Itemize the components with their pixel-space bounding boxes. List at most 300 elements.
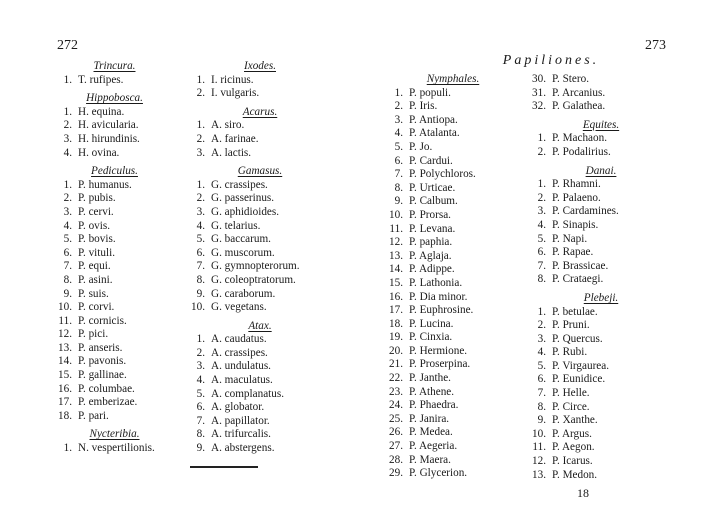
entry-number: 2.	[537, 319, 546, 332]
species-entry	[526, 87, 676, 101]
species-entry	[526, 132, 676, 146]
species-entry	[383, 127, 523, 141]
species-name: G. aphidioides.	[211, 205, 280, 218]
species-name: P. humanus.	[78, 178, 132, 191]
species-name: P. Pruni.	[552, 319, 590, 332]
species-entry	[52, 396, 177, 410]
species-entry	[185, 192, 335, 206]
entry-number: 16.	[389, 290, 403, 303]
species-name: P. cervi.	[78, 205, 114, 218]
species-name: P. Levana.	[409, 222, 456, 235]
entry-number: 9.	[196, 287, 205, 300]
species-name: P. Virgaurea.	[552, 359, 610, 372]
species-name: A. complanatus.	[211, 387, 285, 400]
entry-number: 4.	[63, 146, 72, 159]
entry-number: 4.	[537, 346, 546, 359]
entry-number: 2.	[196, 346, 205, 359]
species-entry	[526, 306, 676, 320]
entry-number: 9.	[63, 287, 72, 300]
species-entry	[383, 467, 523, 481]
entry-number: 24.	[389, 399, 403, 412]
entry-number: 6.	[394, 154, 403, 167]
species-entry	[526, 178, 676, 192]
entry-number: 23.	[389, 385, 403, 398]
entry-number: 1.	[196, 73, 205, 86]
species-name: A. siro.	[211, 119, 245, 132]
species-name: G. baccarum.	[211, 233, 271, 246]
genus-heading: Nymphales.	[426, 73, 480, 85]
entry-number: 8.	[196, 428, 205, 441]
entry-number: 13.	[532, 468, 546, 481]
species-entry	[52, 274, 177, 288]
entry-number: 1.	[537, 132, 546, 145]
species-entry	[383, 345, 523, 359]
entry-number: 3.	[537, 332, 546, 345]
entry-number: 8.	[196, 273, 205, 286]
species-entry	[526, 260, 676, 274]
entry-number: 9.	[537, 414, 546, 427]
species-entry	[383, 168, 523, 182]
entry-number: 2.	[537, 191, 546, 204]
species-entry	[383, 141, 523, 155]
species-name: P. Machaon.	[552, 132, 607, 145]
species-name: A. abstergens.	[211, 442, 275, 455]
entry-number: 18.	[389, 317, 403, 330]
genus-heading: Gamasus.	[237, 165, 283, 178]
species-name: A. lactis.	[211, 146, 252, 159]
entry-number: 5.	[196, 233, 205, 246]
species-name: P. Stero.	[552, 73, 589, 85]
species-entry	[383, 100, 523, 114]
page-number-right: 273	[645, 38, 666, 53]
species-entry	[526, 387, 676, 401]
entry-number: 6.	[537, 373, 546, 386]
entry-number: 12.	[389, 236, 403, 249]
species-name: P. Galathea.	[552, 100, 606, 113]
species-entry	[52, 220, 177, 234]
species-name: P. pici.	[78, 328, 109, 341]
species-entry	[52, 179, 177, 193]
species-name: P. Palaeno.	[552, 191, 601, 204]
species-name: G. vegetans.	[211, 301, 267, 314]
species-entry	[526, 205, 676, 219]
species-name: P. pavonis.	[78, 355, 127, 368]
genus-heading: Trincura.	[93, 60, 136, 72]
entry-number: 26.	[389, 426, 403, 439]
species-name: P. Argus.	[552, 427, 592, 440]
species-name: P. Atalanta.	[409, 127, 460, 140]
species-name: P. populi.	[409, 86, 451, 99]
species-name: P. Lathonia.	[409, 276, 463, 289]
species-name: P. Medon.	[552, 468, 598, 481]
species-entry	[185, 415, 335, 429]
species-name: P. cornicis.	[78, 314, 127, 327]
entry-number: 29.	[389, 467, 403, 480]
species-entry	[383, 263, 523, 277]
species-name: P. Sinapis.	[552, 218, 599, 231]
species-entry	[52, 410, 177, 424]
species-entry	[526, 455, 676, 469]
species-entry	[52, 247, 177, 261]
species-name: P. Aglaja.	[409, 249, 452, 262]
species-entry	[526, 73, 676, 87]
entry-number: 3.	[196, 205, 205, 218]
entry-number: 20.	[389, 344, 403, 357]
species-entry	[185, 288, 335, 302]
species-name: A. maculatus.	[211, 374, 273, 387]
species-entry	[526, 333, 676, 347]
species-entry	[52, 74, 177, 88]
species-entry	[526, 100, 676, 114]
species-entry	[185, 119, 335, 133]
entry-number: 2.	[63, 119, 72, 132]
species-entry	[185, 274, 335, 288]
species-name: P. Hermione.	[409, 344, 468, 357]
entry-number: 2.	[537, 145, 546, 158]
species-name: H. equina.	[78, 105, 125, 118]
species-name: P. Napi.	[552, 232, 588, 245]
species-name: P. pari.	[78, 409, 109, 422]
species-entry	[526, 469, 676, 483]
entry-number: 3.	[63, 132, 72, 145]
species-name: P. Helle.	[552, 387, 590, 400]
species-entry	[52, 355, 177, 369]
entry-number: 7.	[394, 168, 403, 181]
species-entry	[383, 87, 523, 101]
species-entry	[383, 399, 523, 413]
right-column-2	[526, 73, 676, 482]
page-number-left: 272	[57, 38, 78, 53]
entry-number: 2.	[196, 132, 205, 145]
species-name: P. Iris.	[409, 100, 438, 113]
species-name: P. equi.	[78, 260, 111, 273]
species-entry	[185, 220, 335, 234]
entry-number: 5.	[537, 359, 546, 372]
entry-number: 15.	[58, 369, 72, 382]
species-entry	[52, 301, 177, 315]
species-name: P. Proserpina.	[409, 358, 471, 371]
species-entry	[52, 106, 177, 120]
genus-heading: Danai.	[585, 164, 617, 177]
species-name: G. caraborum.	[211, 287, 276, 300]
entry-number: 3.	[63, 205, 72, 218]
species-entry	[52, 133, 177, 147]
entry-number: 6.	[63, 246, 72, 259]
species-entry	[383, 195, 523, 209]
entry-number: 3.	[196, 146, 205, 159]
right-page	[361, 0, 722, 512]
species-name: P. Phaedra.	[409, 399, 459, 412]
species-name: A. farinae.	[211, 132, 259, 145]
species-entry	[52, 342, 177, 356]
species-name: P. pubis.	[78, 192, 116, 205]
species-name: A. trifurcalis.	[211, 428, 271, 441]
entry-number: 7.	[196, 414, 205, 427]
entry-number: 1.	[394, 86, 403, 99]
entry-number: 4.	[63, 219, 72, 232]
species-name: H. avicularia.	[78, 119, 139, 132]
entry-number: 32.	[532, 100, 546, 113]
entry-number: 1.	[537, 178, 546, 191]
species-name: P. suis.	[78, 287, 109, 300]
species-entry	[526, 346, 676, 360]
species-entry	[526, 441, 676, 455]
entry-number: 12.	[58, 328, 72, 341]
species-entry	[526, 373, 676, 387]
species-name: P. anseris.	[78, 341, 123, 354]
entry-number: 31.	[532, 86, 546, 99]
species-entry	[185, 233, 335, 247]
species-entry	[52, 442, 177, 456]
species-entry	[52, 206, 177, 220]
entry-number: 5.	[394, 140, 403, 153]
species-name: A. undulatus.	[211, 360, 271, 373]
species-entry	[526, 428, 676, 442]
species-name: P. Aegon.	[552, 441, 595, 454]
entry-number: 18.	[58, 409, 72, 422]
species-name: P. Glycerion.	[409, 467, 468, 480]
species-name: P. bovis.	[78, 233, 116, 246]
genus-heading: Plebeji.	[583, 291, 619, 304]
entry-number: 10.	[58, 301, 72, 314]
species-name: P. Xanthe.	[552, 414, 598, 427]
genus-heading: Pediculus.	[91, 165, 138, 178]
entry-number: 4.	[394, 127, 403, 140]
species-entry	[185, 347, 335, 361]
species-entry	[526, 219, 676, 233]
species-entry	[383, 318, 523, 332]
species-entry	[383, 358, 523, 372]
entry-number: 2.	[394, 100, 403, 113]
entry-number: 16.	[58, 382, 72, 395]
species-entry	[383, 454, 523, 468]
entry-number: 12.	[532, 455, 546, 468]
species-name: P. betulae.	[552, 305, 598, 318]
species-entry	[185, 333, 335, 347]
species-name: P. Podalirius.	[552, 145, 611, 158]
species-name: P. Maera.	[409, 453, 451, 466]
species-entry	[185, 428, 335, 442]
entry-number: 11.	[58, 314, 72, 327]
species-name: P. Athene.	[409, 385, 455, 398]
entry-number: 17.	[58, 396, 72, 409]
species-name: A. papillator.	[211, 414, 270, 427]
species-name: P. asini.	[78, 273, 113, 286]
species-entry	[185, 442, 335, 456]
genus-heading: Ixodes.	[244, 60, 276, 72]
species-entry	[526, 414, 676, 428]
species-entry	[185, 388, 335, 402]
entry-number: 9.	[394, 195, 403, 208]
species-entry	[185, 179, 335, 193]
left-column-1	[52, 60, 177, 456]
species-name: A. caudatus.	[211, 333, 267, 346]
species-entry	[383, 223, 523, 237]
species-name: A. globator.	[211, 401, 265, 414]
species-entry	[52, 192, 177, 206]
entry-number: 1.	[63, 105, 72, 118]
species-name: A. crassipes.	[211, 346, 268, 359]
species-entry	[185, 374, 335, 388]
entry-number: 2.	[63, 192, 72, 205]
species-entry	[383, 209, 523, 223]
species-entry	[526, 246, 676, 260]
species-entry	[526, 360, 676, 374]
left-column-2	[185, 60, 335, 456]
entry-number: 8.	[537, 273, 546, 286]
species-name: P. Circe.	[552, 400, 590, 413]
species-entry	[52, 328, 177, 342]
species-entry	[383, 182, 523, 196]
species-name: H. ovina.	[78, 146, 120, 159]
entry-number: 1.	[537, 305, 546, 318]
species-entry	[383, 155, 523, 169]
species-name: P. Lucina.	[409, 317, 454, 330]
species-name: I. ricinus.	[211, 73, 254, 86]
species-entry	[383, 386, 523, 400]
species-entry	[52, 260, 177, 274]
species-name: P. corvi.	[78, 301, 115, 314]
species-name: G. coleoptratorum.	[211, 273, 296, 286]
species-entry	[52, 369, 177, 383]
species-entry	[185, 87, 335, 101]
species-name: G. passerinus.	[211, 192, 275, 205]
entry-number: 1.	[196, 178, 205, 191]
genus-heading: Equites.	[582, 118, 620, 131]
species-name: P. Arcanius.	[552, 86, 606, 99]
entry-number: 1.	[196, 333, 205, 346]
signature-mark: 18	[577, 486, 589, 500]
species-name: G. crassipes.	[211, 178, 268, 191]
species-name: P. Cinxia.	[409, 331, 453, 344]
species-entry	[383, 440, 523, 454]
species-entry	[526, 319, 676, 333]
entry-number: 14.	[389, 263, 403, 276]
entry-number: 15.	[389, 276, 403, 289]
entry-number: 14.	[58, 355, 72, 368]
species-entry	[52, 315, 177, 329]
entry-number: 7.	[196, 260, 205, 273]
entry-number: 30.	[532, 73, 546, 85]
entry-number: 6.	[537, 246, 546, 259]
species-entry	[52, 383, 177, 397]
species-name: P. Aegeria.	[409, 440, 458, 453]
entry-number: 8.	[537, 400, 546, 413]
species-name: P. Crataegi.	[552, 273, 604, 286]
species-name: P. Jo.	[409, 140, 433, 153]
entry-number: 9.	[196, 442, 205, 455]
species-name: P. vituli.	[78, 246, 115, 259]
entry-number: 11.	[389, 222, 403, 235]
species-entry	[383, 331, 523, 345]
species-entry	[383, 413, 523, 427]
entry-number: 8.	[394, 181, 403, 194]
species-name: P. Janthe.	[409, 372, 451, 385]
entry-number: 7.	[537, 259, 546, 272]
species-entry	[383, 291, 523, 305]
species-entry	[383, 277, 523, 291]
species-name: P. Cardamines.	[552, 205, 619, 218]
entry-number: 1.	[63, 73, 72, 86]
species-name: P. Antiopa.	[409, 113, 458, 126]
species-entry	[185, 147, 335, 161]
species-entry	[185, 301, 335, 315]
species-entry	[383, 114, 523, 128]
species-entry	[185, 133, 335, 147]
species-entry	[185, 247, 335, 261]
entry-number: 3.	[394, 113, 403, 126]
entry-number: 22.	[389, 372, 403, 385]
entry-number: 21.	[389, 358, 403, 371]
entry-number: 19.	[389, 331, 403, 344]
species-name: P. Icarus.	[552, 455, 593, 468]
species-entry	[526, 146, 676, 160]
species-entry	[383, 372, 523, 386]
entry-number: 10.	[532, 427, 546, 440]
species-entry	[526, 192, 676, 206]
entry-number: 2.	[196, 192, 205, 205]
species-entry	[52, 147, 177, 161]
entry-number: 28.	[389, 453, 403, 466]
entry-number: 17.	[389, 304, 403, 317]
species-name: G. telarius.	[211, 219, 261, 232]
species-name: H. hirundinis.	[78, 132, 140, 145]
species-entry	[383, 250, 523, 264]
species-name: P. Cardui.	[409, 154, 453, 167]
entry-number: 6.	[196, 401, 205, 414]
entry-number: 4.	[196, 374, 205, 387]
entry-number: 1.	[63, 442, 72, 455]
entry-number: 11.	[532, 441, 546, 454]
species-name: P. Quercus.	[552, 332, 603, 345]
entry-number: 25.	[389, 412, 403, 425]
species-name: P. paphia.	[409, 236, 453, 249]
species-name: P. columbae.	[78, 382, 135, 395]
entry-number: 5.	[63, 233, 72, 246]
species-entry	[52, 119, 177, 133]
species-name: P. emberizae.	[78, 396, 138, 409]
species-entry	[526, 233, 676, 247]
entry-number: 13.	[389, 249, 403, 262]
species-name: P. Euphrosine.	[409, 304, 474, 317]
species-name: P. Janira.	[409, 412, 450, 425]
species-entry	[383, 426, 523, 440]
species-name: P. Calbum.	[409, 195, 458, 208]
entry-number: 4.	[537, 218, 546, 231]
page-title: Papiliones.	[502, 53, 600, 68]
species-name: P. gallinae.	[78, 369, 127, 382]
entry-number: 13.	[58, 341, 72, 354]
species-entry	[185, 74, 335, 88]
species-name: P. Eunidice.	[552, 373, 606, 386]
genus-heading: Acarus.	[242, 105, 278, 118]
species-name: G. gymnopterorum.	[211, 260, 300, 273]
species-entry	[383, 236, 523, 250]
species-name: P. Medea.	[409, 426, 453, 439]
species-name: P. ovis.	[78, 219, 111, 232]
species-name: P. Rhamni.	[552, 178, 601, 191]
species-entry	[526, 273, 676, 287]
species-entry	[185, 206, 335, 220]
species-entry	[52, 233, 177, 247]
species-name: P. Adippe.	[409, 263, 455, 276]
species-name: P. Rubi.	[552, 346, 588, 359]
species-entry	[185, 401, 335, 415]
entry-number: 7.	[63, 260, 72, 273]
entry-number: 5.	[537, 232, 546, 245]
entry-number: 7.	[537, 387, 546, 400]
entry-number: 6.	[196, 246, 205, 259]
